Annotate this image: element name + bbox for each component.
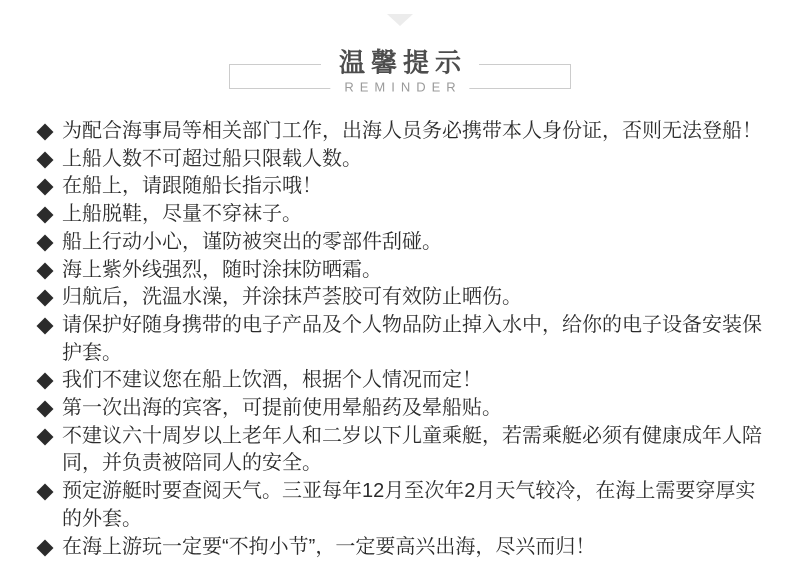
page-title: 温馨提示 — [321, 48, 479, 77]
list-item — [36, 173, 767, 201]
list-item-text: 海上紫外线强烈，随时涂抹防晒霜。 — [62, 258, 382, 281]
list-item-text: 在船上，请跟随船长指示哦！ — [62, 175, 322, 198]
diamond-bullet-icon — [37, 428, 54, 445]
diamond-bullet-icon — [37, 262, 54, 279]
bullet-column — [36, 284, 54, 304]
diamond-bullet-icon — [37, 539, 54, 556]
list-item — [36, 118, 767, 146]
list-item — [36, 423, 767, 478]
diamond-bullet-icon — [37, 207, 54, 224]
diamond-bullet-icon — [37, 401, 54, 418]
bullet-column — [36, 173, 54, 193]
list-item-text: 预定游艇时要查阅天气。三亚每年12月至次年2月天气较冷，在海上需要穿厚实的外套。 — [62, 480, 756, 530]
diamond-bullet-icon — [37, 373, 54, 390]
list-item — [36, 478, 767, 533]
bullet-column — [36, 312, 54, 332]
bullet-column — [36, 395, 54, 415]
list-item — [36, 201, 767, 229]
list-item — [36, 146, 767, 174]
diamond-bullet-icon — [37, 234, 54, 251]
bullet-column — [36, 201, 54, 221]
list-item-text: 请保护好随身携带的电子产品及个人物品防止掉入水中，给你的电子设备安装保护套。 — [62, 313, 762, 364]
list-item-text: 为配合海事局等相关部门工作，出海人员务必携带本人身份证，否则无法登船！ — [62, 120, 762, 142]
list-item-text: 在海上游玩一定要“不拘小节”，一定要高兴出海，尽兴而归！ — [62, 535, 596, 558]
list-item-text: 上船脱鞋，尽量不穿袜子。 — [62, 203, 302, 226]
list-item — [36, 312, 767, 367]
bullet-column — [36, 118, 54, 138]
list-item-text: 上船人数不可超过船只限载人数。 — [62, 147, 362, 170]
list-item-text: 不建议六十周岁以上老年人和二岁以下儿童乘艇，若需乘艇必须有健康成年人陪同，并负责被陪同人的安全。 — [62, 424, 762, 475]
diamond-bullet-icon — [37, 484, 54, 501]
list-item — [36, 367, 767, 395]
page-subtitle: REMINDER — [330, 81, 469, 96]
list-item-text: 归航后，洗温水澡，并涂抹芦荟胶可有效防止晒伤。 — [62, 286, 522, 309]
bullet-column — [36, 367, 54, 387]
bullet-column — [36, 478, 54, 498]
list-item — [36, 395, 767, 423]
diamond-bullet-icon — [37, 179, 54, 196]
list-item-text: 第一次出海的宾客，可提前使用晕船药及晕船贴。 — [62, 397, 502, 420]
diamond-bullet-icon — [37, 124, 54, 141]
diamond-bullet-icon — [37, 317, 54, 334]
list-item — [36, 257, 767, 285]
diamond-bullet-icon — [37, 290, 54, 307]
list-item-text: 我们不建议您在船上饮酒，根据个人情况而定！ — [62, 369, 482, 392]
bullet-column — [36, 257, 54, 277]
list-item — [36, 229, 767, 257]
list-item-text: 船上行动小心，谨防被突出的零部件刮碰。 — [62, 230, 442, 253]
list-item — [36, 534, 767, 562]
title-box — [229, 47, 571, 95]
bullet-column — [36, 534, 54, 554]
reminder-list — [0, 118, 800, 561]
triangle-down-icon — [387, 14, 413, 26]
bullet-column — [36, 423, 54, 443]
list-item — [36, 284, 767, 312]
reminder-page — [0, 14, 800, 583]
bullet-column — [36, 146, 54, 166]
bullet-column — [36, 229, 54, 249]
diamond-bullet-icon — [37, 151, 54, 168]
